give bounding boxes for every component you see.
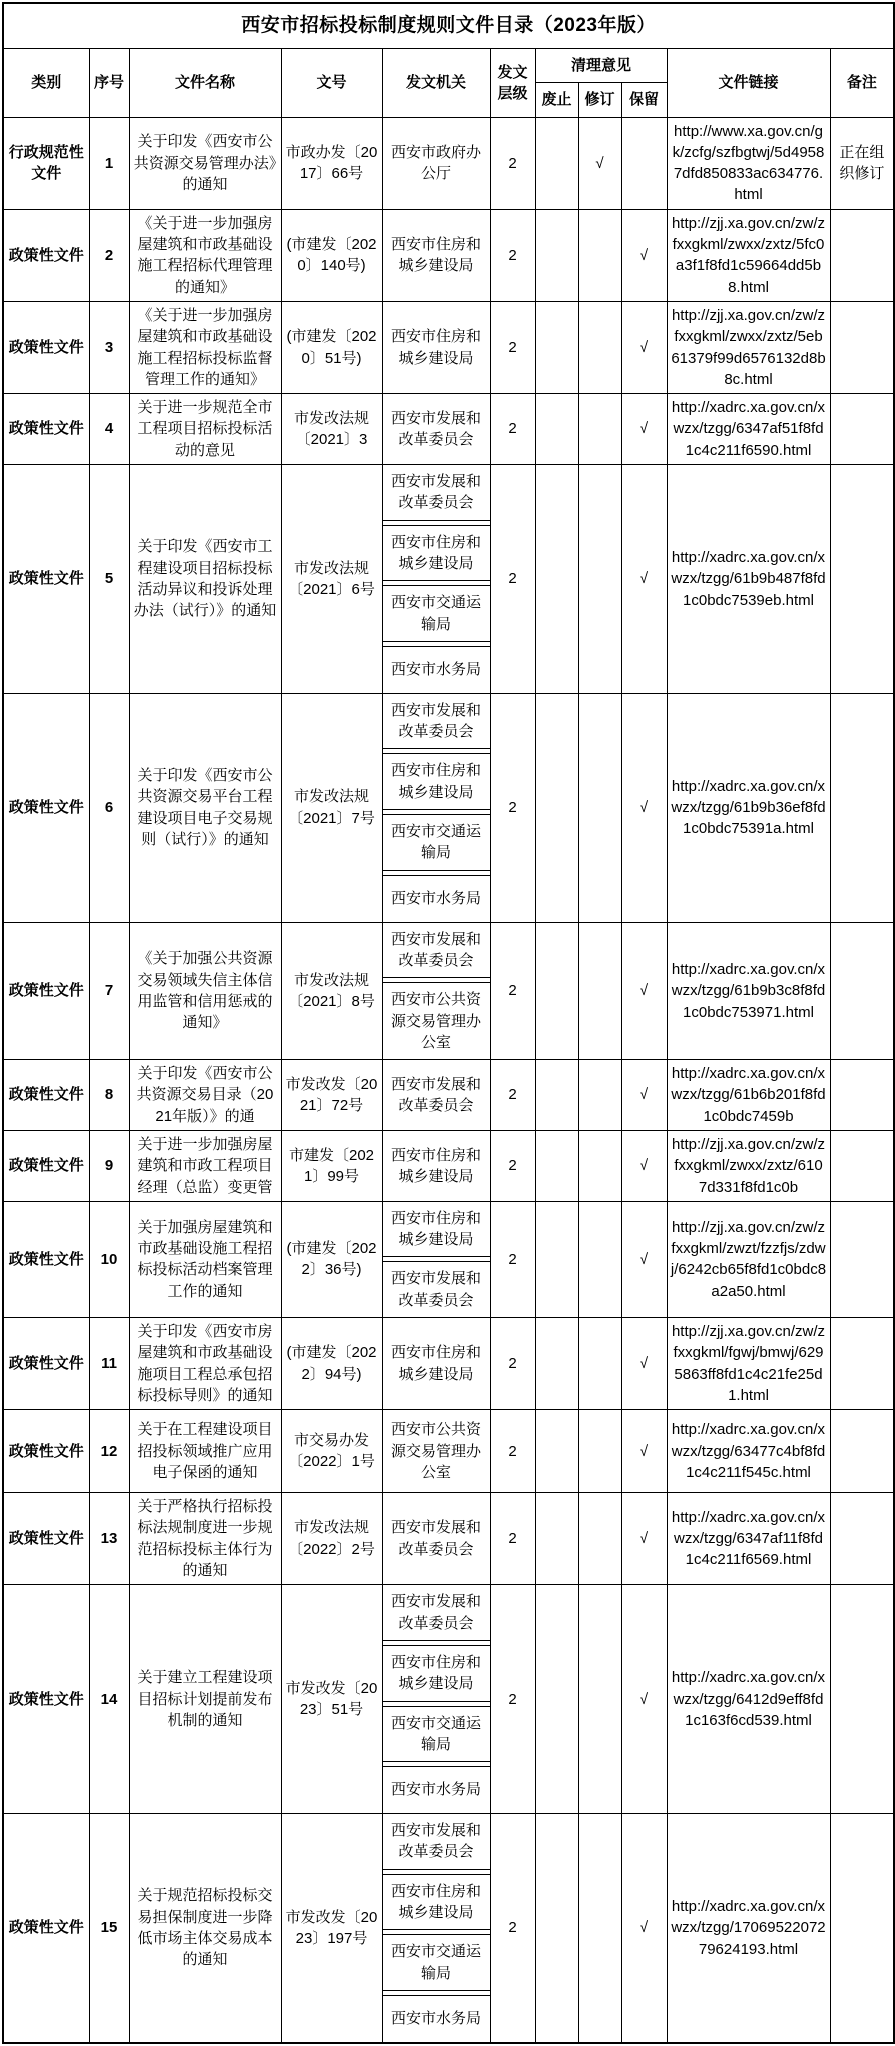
issuer-item: 西安市住房和城乡建设局 xyxy=(383,753,490,810)
remark-cell xyxy=(830,1201,894,1317)
table-row xyxy=(3,1130,894,1201)
link-cell: http://zjj.xa.gov.cn/zw/zfxxgkml/zwxx/zxtz/6107d331f8fd1c0b xyxy=(667,1130,830,1201)
index-cell: 15 xyxy=(89,1814,129,2043)
doc-number-cell: 市发改法规〔2021〕3 xyxy=(281,394,382,465)
revise-mark-cell xyxy=(578,693,621,922)
col-header-retain: 保留 xyxy=(621,83,667,117)
issuer-cell xyxy=(382,1585,490,1814)
revise-mark-cell xyxy=(578,1814,621,2043)
link-cell: http://zjj.xa.gov.cn/zw/zfxxgkml/zwzt/fzzfjs/zdwj/6242cb65f8fd1c0bdc8a2a50.html xyxy=(667,1201,830,1317)
category-cell: 政策性文件 xyxy=(3,209,89,301)
abolish-mark-cell xyxy=(535,1130,578,1201)
issuer-cell xyxy=(382,117,490,209)
revise-mark-cell xyxy=(578,1201,621,1317)
issuer-item: 西安市住房和城乡建设局 xyxy=(383,1202,490,1258)
issuer-item: 西安市住房和城乡建设局 xyxy=(390,1146,481,1185)
remark-cell xyxy=(830,922,894,1059)
issuer-stack xyxy=(383,465,490,693)
level-cell: 2 xyxy=(490,209,535,301)
abolish-mark-cell xyxy=(535,465,578,694)
category-cell: 政策性文件 xyxy=(3,301,89,393)
index-cell: 1 xyxy=(89,117,129,209)
link-cell: http://xadrc.xa.gov.cn/xwzx/tzgg/61b9b3c8f8fd1c0bdc753971.html xyxy=(667,922,830,1059)
index-cell: 8 xyxy=(89,1060,129,1131)
level-cell: 2 xyxy=(490,394,535,465)
table-header xyxy=(3,3,894,117)
category-cell: 政策性文件 xyxy=(3,1410,89,1493)
doc-number-cell: 市发改法规〔2021〕6号 xyxy=(281,465,382,694)
table-row xyxy=(3,1493,894,1585)
table-row xyxy=(3,922,894,1059)
abolish-mark-cell xyxy=(535,1318,578,1410)
index-cell: 14 xyxy=(89,1585,129,1814)
abolish-mark-cell xyxy=(535,693,578,922)
level-cell: 2 xyxy=(490,1130,535,1201)
issuer-cell xyxy=(382,465,490,694)
retain-mark-cell: √ xyxy=(621,209,667,301)
revise-mark-cell xyxy=(578,1318,621,1410)
issuer-item: 西安市住房和城乡建设局 xyxy=(390,236,481,275)
col-header-issuer: 发文机关 xyxy=(382,49,490,118)
table-row xyxy=(3,117,894,209)
issuer-cell xyxy=(382,301,490,393)
doc-name-cell: 关于印发《西安市公共资源交易管理办法》的通知 xyxy=(129,117,281,209)
remark-cell xyxy=(830,394,894,465)
level-cell: 2 xyxy=(490,1318,535,1410)
issuer-cell xyxy=(382,1410,490,1493)
category-cell: 政策性文件 xyxy=(3,394,89,465)
doc-number-cell: (市建发〔2022〕94号) xyxy=(281,1318,382,1410)
table-row xyxy=(3,1410,894,1493)
doc-name-cell: 关于建立工程建设项目招标计划提前发布机制的通知 xyxy=(129,1585,281,1814)
category-cell: 政策性文件 xyxy=(3,1585,89,1814)
doc-number-cell: (市建发〔2020〕51号) xyxy=(281,301,382,393)
category-cell: 政策性文件 xyxy=(3,465,89,694)
index-cell: 10 xyxy=(89,1201,129,1317)
category-cell: 政策性文件 xyxy=(3,1060,89,1131)
page-title: 西安市招标投标制度规则文件目录（2023年版） xyxy=(3,3,894,49)
abolish-mark-cell xyxy=(535,922,578,1059)
table-row xyxy=(3,301,894,393)
abolish-mark-cell xyxy=(535,1814,578,2043)
remark-cell xyxy=(830,693,894,922)
issuer-stack xyxy=(383,399,490,460)
remark-cell xyxy=(830,301,894,393)
abolish-mark-cell xyxy=(535,1410,578,1493)
issuer-cell xyxy=(382,1493,490,1585)
level-cell: 2 xyxy=(490,1060,535,1131)
issuer-item: 西安市交通运输局 xyxy=(383,585,490,642)
issuer-item: 西安市住房和城乡建设局 xyxy=(390,1344,481,1383)
index-cell: 9 xyxy=(89,1130,129,1201)
issuer-stack xyxy=(383,317,490,378)
issuer-stack xyxy=(383,1508,490,1569)
revise-mark-cell xyxy=(578,922,621,1059)
remark-cell xyxy=(830,465,894,694)
level-cell: 2 xyxy=(490,465,535,694)
issuer-stack xyxy=(383,133,490,194)
issuer-item: 西安市交通运输局 xyxy=(383,814,490,871)
retain-mark-cell: √ xyxy=(621,693,667,922)
doc-name-cell: 关于严格执行招标投标法规制度进一步规范招标投标主体行为的通知 xyxy=(129,1493,281,1585)
issuer-item: 西安市住房和城乡建设局 xyxy=(383,1645,490,1702)
link-cell: http://zjj.xa.gov.cn/zw/zfxxgkml/zwxx/zxtz/5fc0a3f1f8fd1c59664dd5b8.html xyxy=(667,209,830,301)
abolish-mark-cell xyxy=(535,209,578,301)
level-cell: 2 xyxy=(490,1493,535,1585)
category-cell: 行政规范性文件 xyxy=(3,117,89,209)
issuer-stack xyxy=(383,1410,490,1492)
doc-name-cell: 关于印发《西安市房屋建筑和市政基础设施项目工程总承包招标投标导则》的通知 xyxy=(129,1318,281,1410)
issuer-stack xyxy=(383,1202,490,1317)
remark-cell xyxy=(830,1410,894,1493)
catalog-table xyxy=(2,2,895,2044)
index-cell: 2 xyxy=(89,209,129,301)
doc-number-cell: 市发改发〔2023〕51号 xyxy=(281,1585,382,1814)
issuer-item: 西安市发展和改革委员会 xyxy=(390,1075,481,1115)
issuer-stack xyxy=(383,923,490,1059)
revise-mark-cell xyxy=(578,301,621,393)
issuer-stack xyxy=(383,1814,490,2042)
table-row xyxy=(3,209,894,301)
level-cell: 2 xyxy=(490,922,535,1059)
index-cell: 6 xyxy=(89,693,129,922)
link-cell: http://xadrc.xa.gov.cn/xwzx/tzgg/1706952207279624193.html xyxy=(667,1814,830,2043)
issuer-cell xyxy=(382,1201,490,1317)
doc-name-cell: 《关于进一步加强房屋建筑和市政基础设施工程招标投标监督管理工作的通知》 xyxy=(129,301,281,393)
revise-mark-cell xyxy=(578,1493,621,1585)
remark-cell xyxy=(830,1585,894,1814)
table-row xyxy=(3,394,894,465)
retain-mark-cell: √ xyxy=(621,1585,667,1814)
doc-name-cell: 关于加强房屋建筑和市政基础设施工程招标投标活动档案管理工作的通知 xyxy=(129,1201,281,1317)
issuer-item: 西安市政府办公厅 xyxy=(390,143,481,183)
doc-number-cell: 市发改发〔2021〕72号 xyxy=(281,1060,382,1131)
doc-name-cell: 关于印发《西安市公共资源交易平台工程建设项目电子交易规则（试行）》的通知 xyxy=(129,693,281,922)
col-header-cleanup: 清理意见 xyxy=(535,49,667,83)
remark-cell xyxy=(830,1814,894,2043)
retain-mark-cell: √ xyxy=(621,1814,667,2043)
col-header-category: 类别 xyxy=(3,49,89,118)
link-cell: http://xadrc.xa.gov.cn/xwzx/tzgg/6347af11f8fd1c4c211f6569.html xyxy=(667,1493,830,1585)
doc-number-cell: 市发改发〔2023〕197号 xyxy=(281,1814,382,2043)
col-header-remark: 备注 xyxy=(830,49,894,118)
level-cell: 2 xyxy=(490,301,535,393)
issuer-item: 西安市发展和改革委员会 xyxy=(383,1814,490,1870)
retain-mark-cell: √ xyxy=(621,1493,667,1585)
revise-mark-cell: √ xyxy=(578,117,621,209)
index-cell: 5 xyxy=(89,465,129,694)
issuer-item: 西安市水务局 xyxy=(383,646,490,693)
link-cell: http://xadrc.xa.gov.cn/xwzx/tzgg/63477c4bf8fd1c4c211f545c.html xyxy=(667,1410,830,1493)
level-cell: 2 xyxy=(490,1814,535,2043)
link-cell: http://www.xa.gov.cn/gk/zcfg/szfbgtwj/5d49587dfd850833ac634776.html xyxy=(667,117,830,209)
retain-mark-cell xyxy=(621,117,667,209)
abolish-mark-cell xyxy=(535,117,578,209)
retain-mark-cell: √ xyxy=(621,465,667,694)
col-header-link: 文件链接 xyxy=(667,49,830,118)
document-page xyxy=(0,2,895,2044)
table-row xyxy=(3,1318,894,1410)
issuer-item: 西安市公共资源交易管理办公室 xyxy=(383,982,490,1059)
issuer-stack xyxy=(383,1333,490,1394)
abolish-mark-cell xyxy=(535,1060,578,1131)
col-header-index: 序号 xyxy=(89,49,129,118)
abolish-mark-cell xyxy=(535,394,578,465)
table-row xyxy=(3,465,894,694)
col-header-abolish: 废止 xyxy=(535,83,578,117)
issuer-cell xyxy=(382,922,490,1059)
table-row xyxy=(3,693,894,922)
col-header-doc-name: 文件名称 xyxy=(129,49,281,118)
table-body xyxy=(3,117,894,2043)
issuer-cell xyxy=(382,1318,490,1410)
index-cell: 13 xyxy=(89,1493,129,1585)
category-cell: 政策性文件 xyxy=(3,922,89,1059)
issuer-item: 西安市交通运输局 xyxy=(383,1934,490,1991)
issuer-item: 西安市水务局 xyxy=(383,1766,490,1813)
link-cell: http://zjj.xa.gov.cn/zw/zfxxgkml/fgwj/bmwj/6295863ff8fd1c4c21fe25d1.html xyxy=(667,1318,830,1410)
table-row xyxy=(3,1201,894,1317)
doc-name-cell: 关于进一步加强房屋建筑和市政工程项目经理（总监）变更管 xyxy=(129,1130,281,1201)
issuer-item: 西安市交通运输局 xyxy=(383,1706,490,1763)
remark-cell xyxy=(830,1130,894,1201)
index-cell: 12 xyxy=(89,1410,129,1493)
issuer-stack xyxy=(383,1065,490,1126)
table-row xyxy=(3,1585,894,1814)
issuer-item: 西安市住房和城乡建设局 xyxy=(383,1874,490,1931)
issuer-item: 西安市发展和改革委员会 xyxy=(390,1519,481,1558)
link-cell: http://xadrc.xa.gov.cn/xwzx/tzgg/61b9b487f8fd1c0bdc7539eb.html xyxy=(667,465,830,694)
col-header-level: 发文层级 xyxy=(490,49,535,118)
retain-mark-cell: √ xyxy=(621,1130,667,1201)
index-cell: 3 xyxy=(89,301,129,393)
col-header-revise: 修订 xyxy=(578,83,621,117)
doc-number-cell: (市建发〔2020〕140号) xyxy=(281,209,382,301)
revise-mark-cell xyxy=(578,394,621,465)
revise-mark-cell xyxy=(578,1410,621,1493)
link-cell: http://xadrc.xa.gov.cn/xwzx/tzgg/6347af51f8fd1c4c211f6590.html xyxy=(667,394,830,465)
revise-mark-cell xyxy=(578,1060,621,1131)
category-cell: 政策性文件 xyxy=(3,1318,89,1410)
index-cell: 7 xyxy=(89,922,129,1059)
issuer-stack xyxy=(383,694,490,922)
doc-name-cell: 关于印发《西安市公共资源交易目录（2021年版）》的通 xyxy=(129,1060,281,1131)
category-cell: 政策性文件 xyxy=(3,1493,89,1585)
issuer-item: 西安市水务局 xyxy=(383,875,490,922)
link-cell: http://xadrc.xa.gov.cn/xwzx/tzgg/6412d9eff8fd1c163f6cd539.html xyxy=(667,1585,830,1814)
level-cell: 2 xyxy=(490,1585,535,1814)
issuer-item: 西安市公共资源交易管理办公室 xyxy=(390,1421,481,1481)
issuer-stack xyxy=(383,225,490,286)
issuer-cell xyxy=(382,209,490,301)
issuer-item: 西安市住房和城乡建设局 xyxy=(383,525,490,582)
issuer-item: 西安市发展和改革委员会 xyxy=(383,1585,490,1641)
retain-mark-cell: √ xyxy=(621,1318,667,1410)
abolish-mark-cell xyxy=(535,1493,578,1585)
issuer-cell xyxy=(382,1814,490,2043)
category-cell: 政策性文件 xyxy=(3,1130,89,1201)
issuer-item: 西安市水务局 xyxy=(383,1995,490,2042)
issuer-stack xyxy=(383,1136,490,1197)
level-cell: 2 xyxy=(490,693,535,922)
table-row xyxy=(3,1814,894,2043)
retain-mark-cell: √ xyxy=(621,394,667,465)
retain-mark-cell: √ xyxy=(621,1201,667,1317)
doc-name-cell: 关于印发《西安市工程建设项目招标投标活动异议和投诉处理办法（试行）》的通知 xyxy=(129,465,281,694)
level-cell: 2 xyxy=(490,117,535,209)
link-cell: http://xadrc.xa.gov.cn/xwzx/tzgg/61b6b201f8fd1c0bdc7459b xyxy=(667,1060,830,1131)
issuer-item: 西安市住房和城乡建设局 xyxy=(390,328,481,367)
doc-number-cell: 市发改法规〔2021〕8号 xyxy=(281,922,382,1059)
issuer-item: 西安市发展和改革委员会 xyxy=(383,1261,490,1317)
doc-number-cell: 市发改法规〔2022〕2号 xyxy=(281,1493,382,1585)
issuer-cell xyxy=(382,693,490,922)
doc-number-cell: 市交易办发〔2022〕1号 xyxy=(281,1410,382,1493)
doc-number-cell: (市建发〔2022〕36号) xyxy=(281,1201,382,1317)
remark-cell xyxy=(830,1318,894,1410)
retain-mark-cell: √ xyxy=(621,1410,667,1493)
doc-name-cell: 关于进一步规范全市工程项目招标投标活动的意见 xyxy=(129,394,281,465)
issuer-cell xyxy=(382,1060,490,1131)
retain-mark-cell: √ xyxy=(621,301,667,393)
doc-name-cell: 关于在工程建设项目招投标领域推广应用电子保函的通知 xyxy=(129,1410,281,1493)
index-cell: 11 xyxy=(89,1318,129,1410)
issuer-cell xyxy=(382,394,490,465)
col-header-doc-number: 文号 xyxy=(281,49,382,118)
issuer-item: 西安市发展和改革委员会 xyxy=(390,409,481,449)
table-row xyxy=(3,1060,894,1131)
doc-name-cell: 《关于加强公共资源交易领域失信主体信用监管和信用惩戒的通知》 xyxy=(129,922,281,1059)
revise-mark-cell xyxy=(578,1130,621,1201)
revise-mark-cell xyxy=(578,1585,621,1814)
abolish-mark-cell xyxy=(535,301,578,393)
retain-mark-cell: √ xyxy=(621,1060,667,1131)
issuer-stack xyxy=(383,1585,490,1813)
revise-mark-cell xyxy=(578,209,621,301)
doc-number-cell: 市政办发〔2017〕66号 xyxy=(281,117,382,209)
remark-cell xyxy=(830,209,894,301)
issuer-item: 西安市发展和改革委员会 xyxy=(383,694,490,750)
index-cell: 4 xyxy=(89,394,129,465)
abolish-mark-cell xyxy=(535,1201,578,1317)
category-cell: 政策性文件 xyxy=(3,1814,89,2043)
link-cell: http://zjj.xa.gov.cn/zw/zfxxgkml/zwxx/zxtz/5eb61379f99d6576132d8b8c.html xyxy=(667,301,830,393)
issuer-cell xyxy=(382,1130,490,1201)
link-cell: http://xadrc.xa.gov.cn/xwzx/tzgg/61b9b36ef8fd1c0bdc75391a.html xyxy=(667,693,830,922)
revise-mark-cell xyxy=(578,465,621,694)
issuer-item: 西安市发展和改革委员会 xyxy=(383,923,490,979)
remark-cell: 正在组织修订 xyxy=(830,117,894,209)
doc-name-cell: 关于规范招标投标交易担保制度进一步降低市场主体交易成本的通知 xyxy=(129,1814,281,2043)
category-cell: 政策性文件 xyxy=(3,1201,89,1317)
category-cell: 政策性文件 xyxy=(3,693,89,922)
doc-number-cell: 市建发〔2021〕99号 xyxy=(281,1130,382,1201)
level-cell: 2 xyxy=(490,1201,535,1317)
doc-number-cell: 市发改法规〔2021〕7号 xyxy=(281,693,382,922)
abolish-mark-cell xyxy=(535,1585,578,1814)
retain-mark-cell: √ xyxy=(621,922,667,1059)
issuer-item: 西安市发展和改革委员会 xyxy=(383,465,490,521)
remark-cell xyxy=(830,1060,894,1131)
remark-cell xyxy=(830,1493,894,1585)
level-cell: 2 xyxy=(490,1410,535,1493)
doc-name-cell: 《关于进一步加强房屋建筑和市政基础设施工程招标代理管理的通知》 xyxy=(129,209,281,301)
